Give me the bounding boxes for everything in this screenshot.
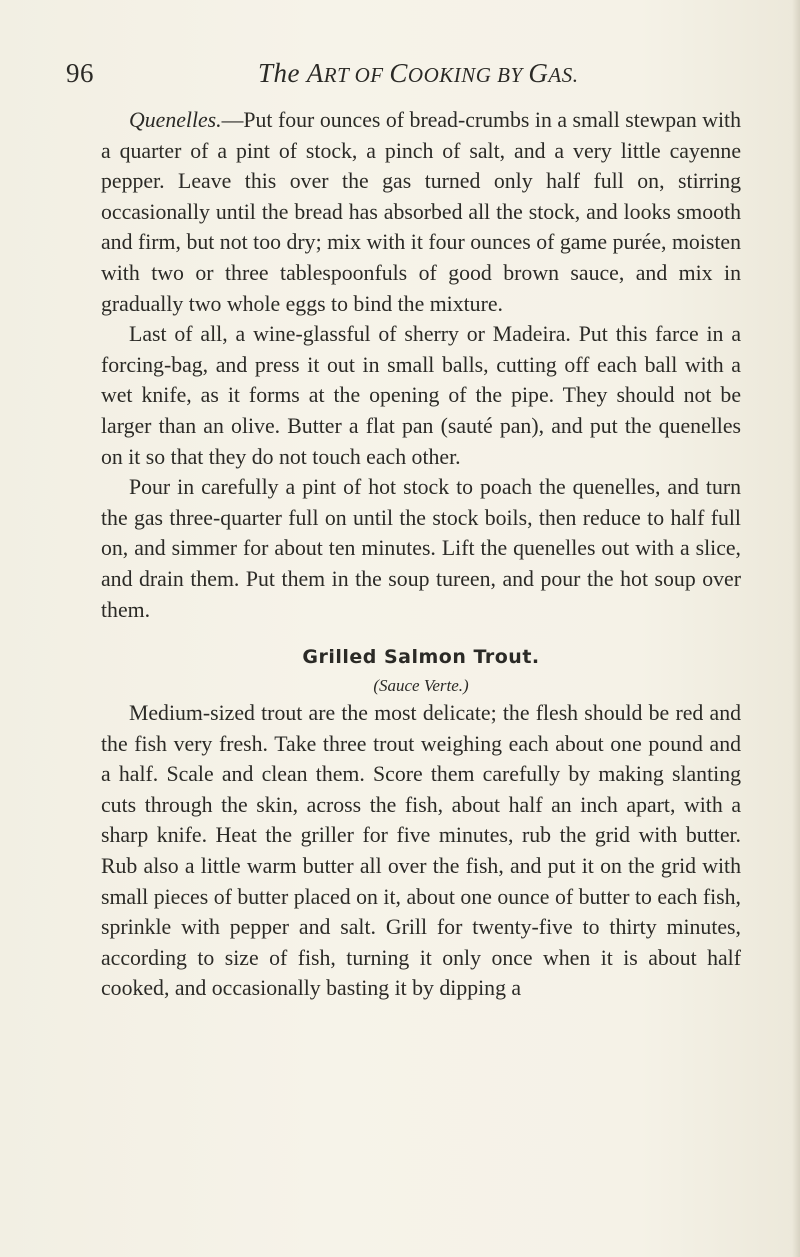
- page-body: [101, 105, 741, 1004]
- running-title-part: G: [528, 58, 549, 88]
- page-number: 96: [66, 58, 94, 88]
- recipe-heading: Grilled Salmon Trout.: [302, 646, 540, 669]
- running-header: [66, 58, 666, 98]
- running-title-part: A: [306, 58, 324, 88]
- quenelles-paragraph-1: [101, 105, 741, 319]
- running-title-part: AS.: [548, 63, 579, 87]
- running-title-part: C: [389, 58, 408, 88]
- running-title-part: RT OF: [323, 63, 390, 87]
- page-edge-shadow: [792, 0, 800, 1257]
- quenelles-paragraph-2: Last of all, a wine-glassful of sherry or Madeira. Put this farce in a forcing-bag, and press it out in small balls, cutting off each ball with a wet knife, as it forms at the opening of the pipe. They should not be larger than an olive. Butter a flat pan (sauté pan), and put the quenelles on it so that they do not touch each other.: [101, 322, 741, 469]
- running-title: [258, 58, 579, 89]
- trout-paragraph: Medium-sized trout are the most delicate; the flesh should be red and the fish very fresh. Take three trout weighing each about one pound and a half. Scale and clean them. Score them carefully by making slanting cuts through the skin, across the fish, about half an inch apart, with a sharp knife. Heat the griller for five minutes, rub the grid with butter. Rub also a little warm butter all over the fish, and put it on the grid with small pieces of butter placed on it, about one ounce of butter to each fish, sprinkle with pepper and salt. Grill for twenty-five to thirty minutes, according to size of fish, turning it only once when it is about half cooked, and occasionally basting it by dipping a: [101, 701, 741, 1001]
- running-title-part: OOKING BY: [407, 63, 529, 87]
- recipe-subheading: (Sauce Verte.): [373, 676, 469, 696]
- running-title-part: The: [258, 58, 307, 88]
- quenelles-paragraph-1-text: —Put four ounces of bread-crumbs in a small stewpan with a quarter of a pint of stock, a pinch of salt, and a very little cayenne pepper. Leave this over the gas turned only half full on, stirring occasionally until the bread has absorbed all the stock, and looks smooth and firm, but not too dry; mix with it four ounces of game purée, moisten with two or three tablespoonfuls of good brown sauce, and mix in gradually two whole eggs to bind the mixture.: [101, 108, 741, 316]
- quenelles-lead-in: Quenelles.: [129, 108, 222, 132]
- quenelles-paragraph-3: Pour in carefully a pint of hot stock to poach the quenelles, and turn the gas three-quarter full on until the stock boils, then reduce to half full on, and simmer for about ten minutes. Lift the quenelles out with a slice, and drain them. Put them in the soup tureen, and pour the hot soup over them.: [101, 475, 741, 622]
